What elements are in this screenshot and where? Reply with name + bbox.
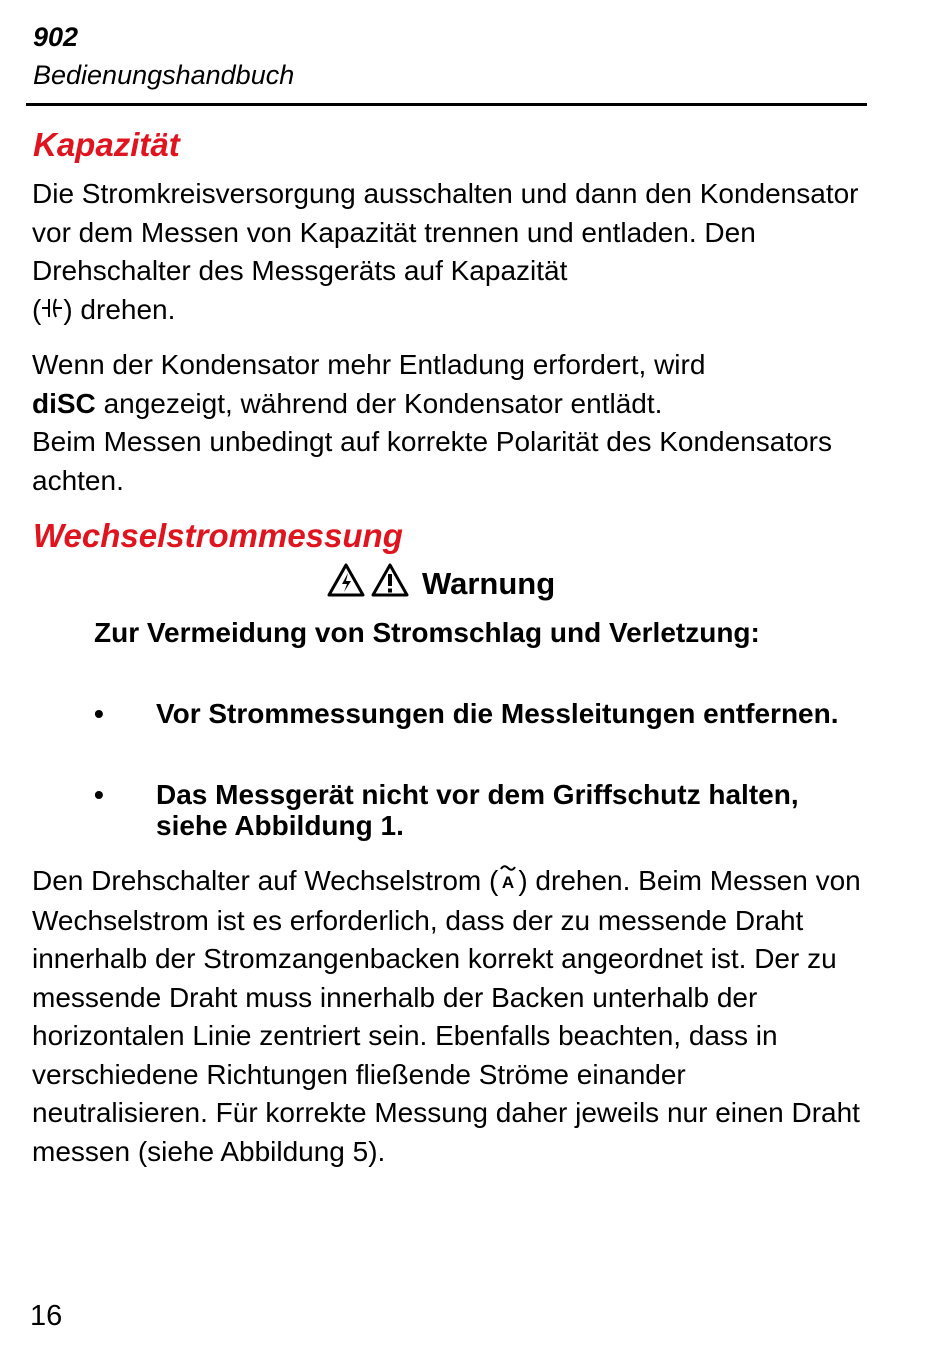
heading-ac-measurement: Wechselstrommessung bbox=[33, 517, 403, 554]
warning-bullet-text: Das Messgerät nicht vor dem Griffschutz halten, siehe Abbildung 1. bbox=[156, 779, 799, 841]
shock-hazard-icon bbox=[326, 562, 370, 606]
header-divider bbox=[26, 103, 867, 106]
paragraph-ac-body bbox=[32, 862, 862, 1171]
warning-bullet-text: Vor Strommessungen die Messleitungen entfernen. bbox=[156, 698, 839, 729]
paren-open: ( bbox=[32, 293, 42, 325]
warning-intro: Zur Vermeidung von Stromschlag und Verletzung: bbox=[94, 617, 760, 648]
disc-label: diSC bbox=[32, 387, 96, 419]
paragraph-capacitance-1 bbox=[32, 175, 892, 330]
ac-current-icon bbox=[498, 863, 518, 902]
page-number: 16 bbox=[30, 1300, 63, 1332]
capacitor-icon bbox=[41, 292, 63, 331]
paragraph-ac-body-post: ) drehen. Beim Messen von Wechselstrom ist es erforderlich, dass der zu messende Draht innerhalb der Stromzangenbacken korrekt angeordnet ist. Der zu messende Draht muss innerhalb der Backen unterhalb der horizontalen Linie zentriert sein. Ebenfalls beachten, dass in verschiedene Richtungen fließende Ströme einander neutralisieren. Für korrekte Messung daher jeweils nur einen Draht messen (siehe Abbildung 5). bbox=[32, 865, 861, 1167]
svg-text:A: A bbox=[502, 873, 515, 892]
header-title: Bedienungshandbuch bbox=[33, 60, 295, 90]
bullet-dot: • bbox=[94, 698, 104, 729]
paragraph-capacitance-3: Beim Messen unbedingt auf korrekte Polarität des Kondensators achten. bbox=[32, 426, 833, 496]
bullet-dot: • bbox=[94, 779, 104, 810]
paragraph-capacitance-2 bbox=[32, 346, 892, 500]
caution-icon bbox=[370, 562, 414, 606]
warning-title-text: Warnung bbox=[422, 566, 556, 601]
paragraph-capacitance-2-post: angezeigt, während der Kondensator entlädt. bbox=[103, 387, 663, 419]
warning-title bbox=[326, 562, 555, 606]
header-model: 902 bbox=[33, 22, 79, 52]
paragraph-capacitance-2-pre: Wenn der Kondensator mehr Entladung erfordert, wird bbox=[32, 349, 706, 380]
heading-capacitance: Kapazität bbox=[33, 126, 180, 163]
paragraph-ac-body-pre: Den Drehschalter auf Wechselstrom ( bbox=[32, 865, 499, 896]
paragraph-capacitance-1-text: Die Stromkreisversorgung ausschalten und dann den Kondensator vor dem Messen von Kapazität trennen und entladen. Den Drehschalter des Messgeräts auf Kapazität bbox=[32, 178, 859, 286]
paragraph-capacitance-1-tail: ) drehen. bbox=[63, 293, 176, 325]
